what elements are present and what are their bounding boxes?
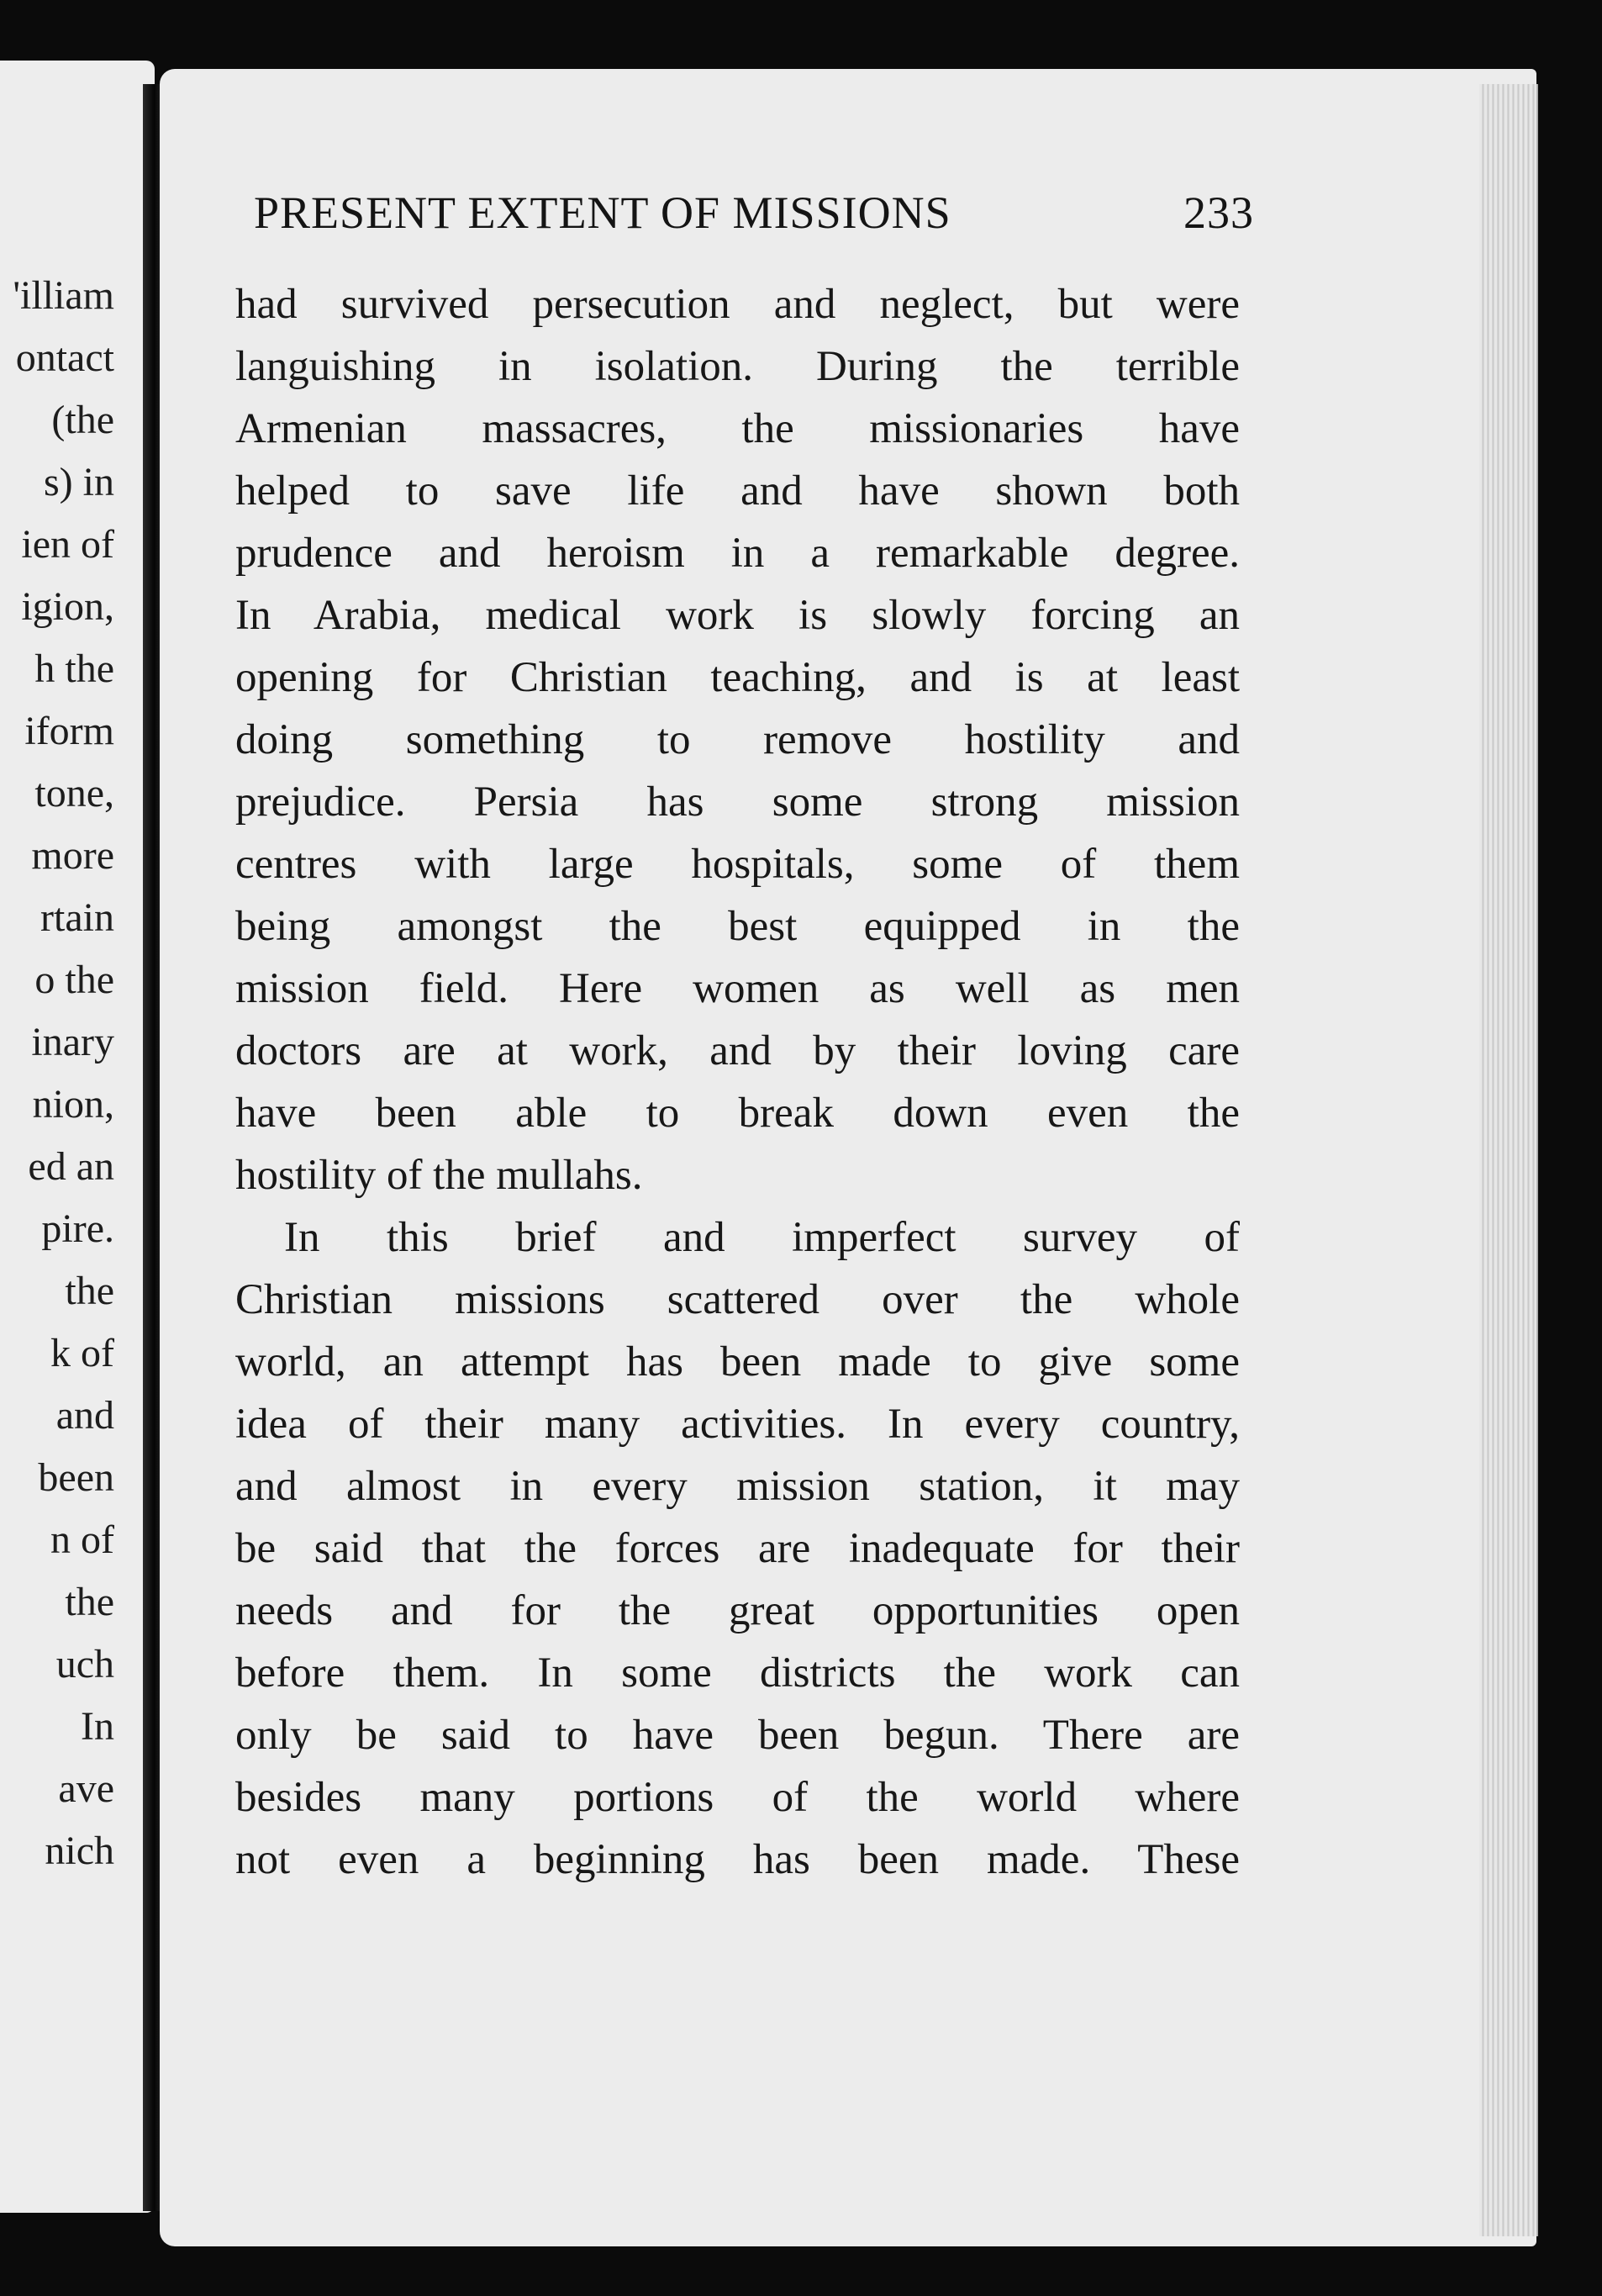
left-fragment: uch — [55, 1642, 114, 1686]
left-fragment: igion, — [21, 584, 114, 629]
left-fragment: In — [81, 1704, 114, 1749]
text-line: In this brief and imperfect survey of — [284, 1214, 1240, 1261]
text-line: needs and for the great opportunities open — [235, 1587, 1240, 1634]
left-fragment: n of — [50, 1517, 114, 1562]
text-line: be said that the forces are inadequate for their — [235, 1525, 1240, 1572]
running-head-title: PRESENT EXTENT OF MISSIONS — [254, 187, 951, 238]
text-line: helped to save life and have shown both — [235, 467, 1240, 515]
text-line: doctors are at work, and by their loving care — [235, 1027, 1240, 1074]
text-line: languishing in isolation. During the terrible — [235, 343, 1240, 390]
left-fragment: nich — [45, 1829, 114, 1873]
left-fragment: k of — [50, 1331, 114, 1375]
page-number: 233 — [1183, 187, 1254, 238]
text-line: idea of their many activities. In every country, — [235, 1401, 1240, 1448]
left-fragment: (the — [51, 398, 114, 442]
text-line: besides many portions of the world where — [235, 1774, 1240, 1821]
left-fragment: the — [65, 1580, 114, 1624]
text-line: world, an attempt has been made to give some — [235, 1338, 1240, 1386]
left-fragment: ontact — [15, 335, 114, 380]
text-line: before them. In some districts the work can — [235, 1649, 1240, 1697]
left-fragment: tone, — [34, 771, 114, 815]
page-edges — [1479, 84, 1538, 2236]
text-line: had survived persecution and neglect, but were — [235, 281, 1240, 328]
text-line: centres with large hospitals, some of them — [235, 841, 1240, 888]
left-fragment: o the — [34, 958, 114, 1002]
left-fragment: been — [38, 1455, 114, 1500]
text-line: opening for Christian teaching, and is at least — [235, 654, 1240, 701]
left-fragment: and — [55, 1393, 114, 1438]
left-facing-page — [0, 61, 155, 2213]
left-fragment: s) in — [44, 460, 114, 504]
left-fragment: the — [65, 1269, 114, 1313]
left-fragment: inary — [31, 1020, 114, 1064]
running-head — [254, 187, 1254, 239]
left-fragment: ien of — [21, 522, 114, 567]
left-fragment: iform — [24, 709, 114, 753]
text-line: only be said to have been begun. There are — [235, 1712, 1240, 1759]
text-line: Armenian massacres, the missionaries have — [235, 405, 1240, 452]
text-line: and almost in every mission station, it may — [235, 1463, 1240, 1510]
text-line: have been able to break down even the — [235, 1090, 1240, 1137]
left-fragment: pire. — [41, 1206, 114, 1251]
text-line: not even a beginning has been made. These — [235, 1836, 1240, 1883]
left-fragment: ave — [58, 1766, 114, 1811]
text-line: mission field. Here women as well as men — [235, 965, 1240, 1012]
left-fragment: nion, — [32, 1082, 114, 1127]
left-fragment: rtain — [40, 895, 114, 940]
left-fragment: 'illiam — [13, 273, 114, 318]
text-line: prudence and heroism in a remarkable degree. — [235, 530, 1240, 577]
text-line: In Arabia, medical work is slowly forcing an — [235, 592, 1240, 639]
text-line: hostility of the mullahs. — [235, 1152, 643, 1199]
body-text — [235, 273, 1240, 1891]
text-line: prejudice. Persia has some strong mission — [235, 779, 1240, 826]
left-fragment: more — [31, 833, 114, 878]
text-line: doing something to remove hostility and — [235, 716, 1240, 763]
left-fragment: ed an — [28, 1144, 114, 1189]
left-fragment: h the — [34, 647, 114, 691]
text-line: Christian missions scattered over the whole — [235, 1276, 1240, 1323]
text-line: being amongst the best equipped in the — [235, 903, 1240, 950]
